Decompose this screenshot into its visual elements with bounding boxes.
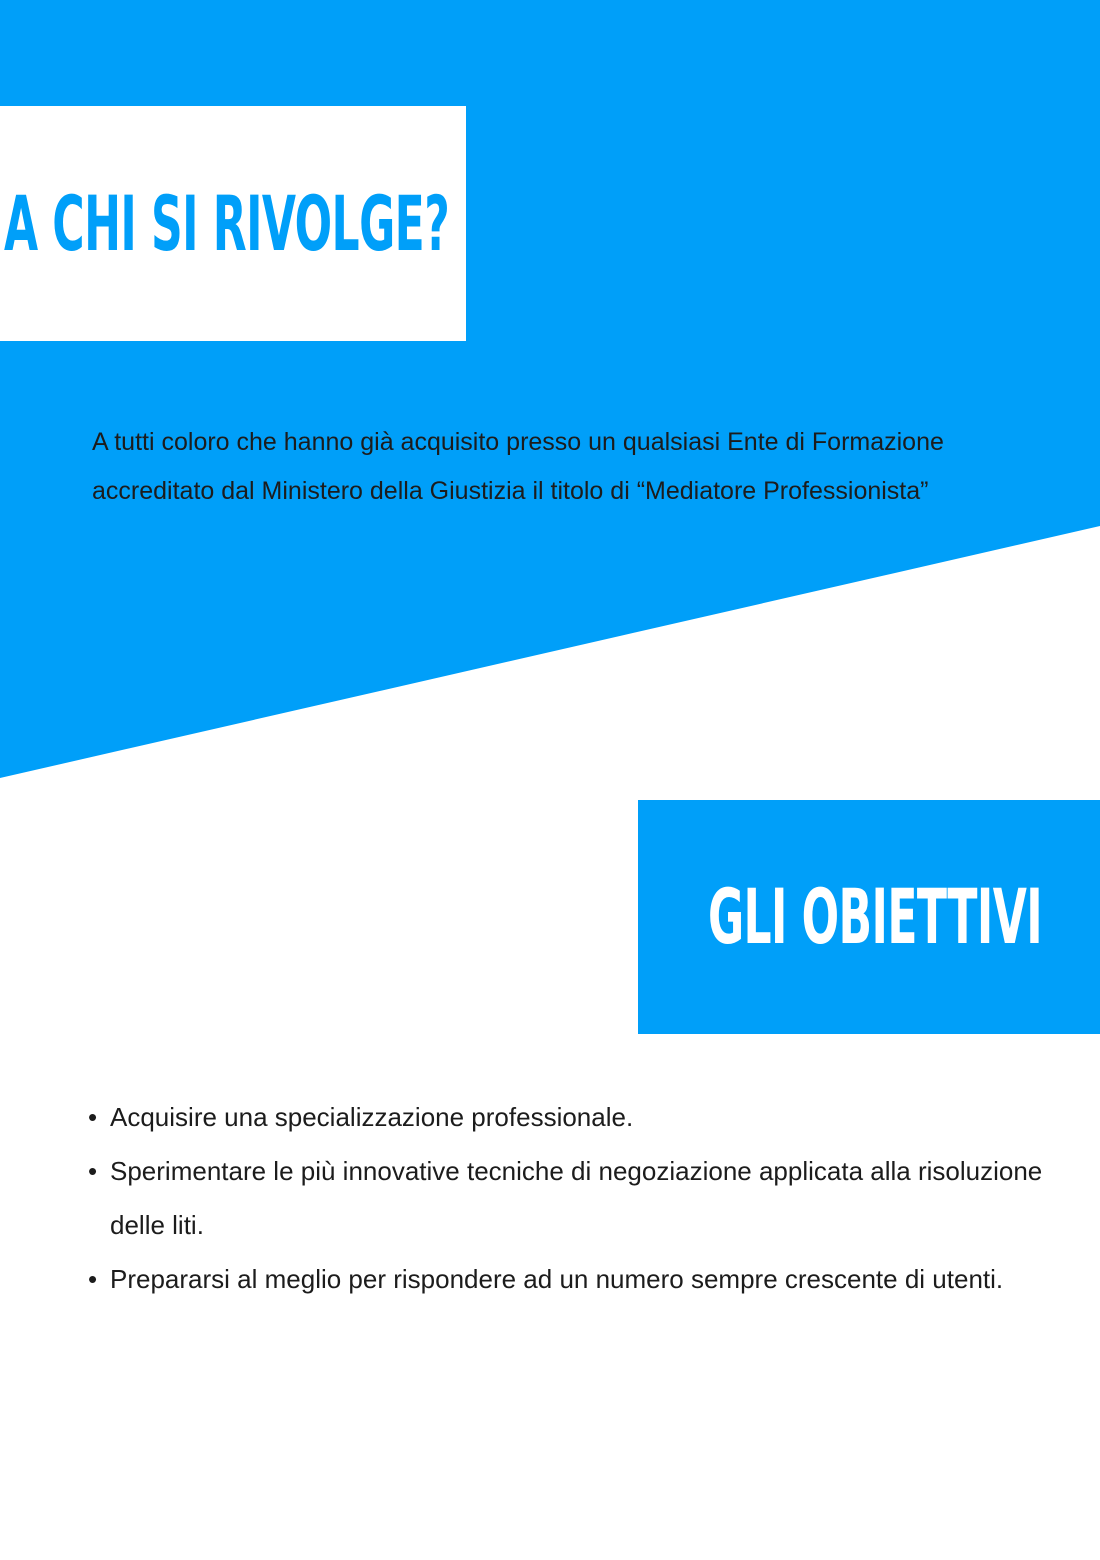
- section-title-objectives: GLI OBIETTIVI: [707, 872, 1042, 961]
- title-box-objectives: [638, 800, 1100, 1034]
- section-title-target-audience: A CHI SI RIVOLGE?: [4, 178, 450, 268]
- objective-text: Acquisire una specializzazione professionale.: [110, 1102, 634, 1132]
- objective-text: Sperimentare le più innovative tecniche di negoziazione applicata alla risoluzione delle liti.: [110, 1156, 1043, 1240]
- bullet-icon: •: [88, 1156, 98, 1186]
- bullet-icon: •: [88, 1102, 98, 1132]
- objectives-list: [88, 1090, 1068, 1306]
- target-audience-description: A tutti coloro che hanno già acquisito presso un qualsiasi Ente di Formazione accreditato dal Ministero della Giustizia il titolo di “Mediatore Professionista”: [92, 428, 944, 505]
- objective-text: Prepararsi al meglio per rispondere ad un numero sempre crescente di utenti.: [110, 1264, 1004, 1294]
- objective-item: [88, 1144, 1068, 1252]
- objective-item: [88, 1252, 1068, 1306]
- bullet-icon: •: [88, 1264, 98, 1294]
- title-box-target-audience: [0, 106, 466, 341]
- objective-item: [88, 1090, 1068, 1144]
